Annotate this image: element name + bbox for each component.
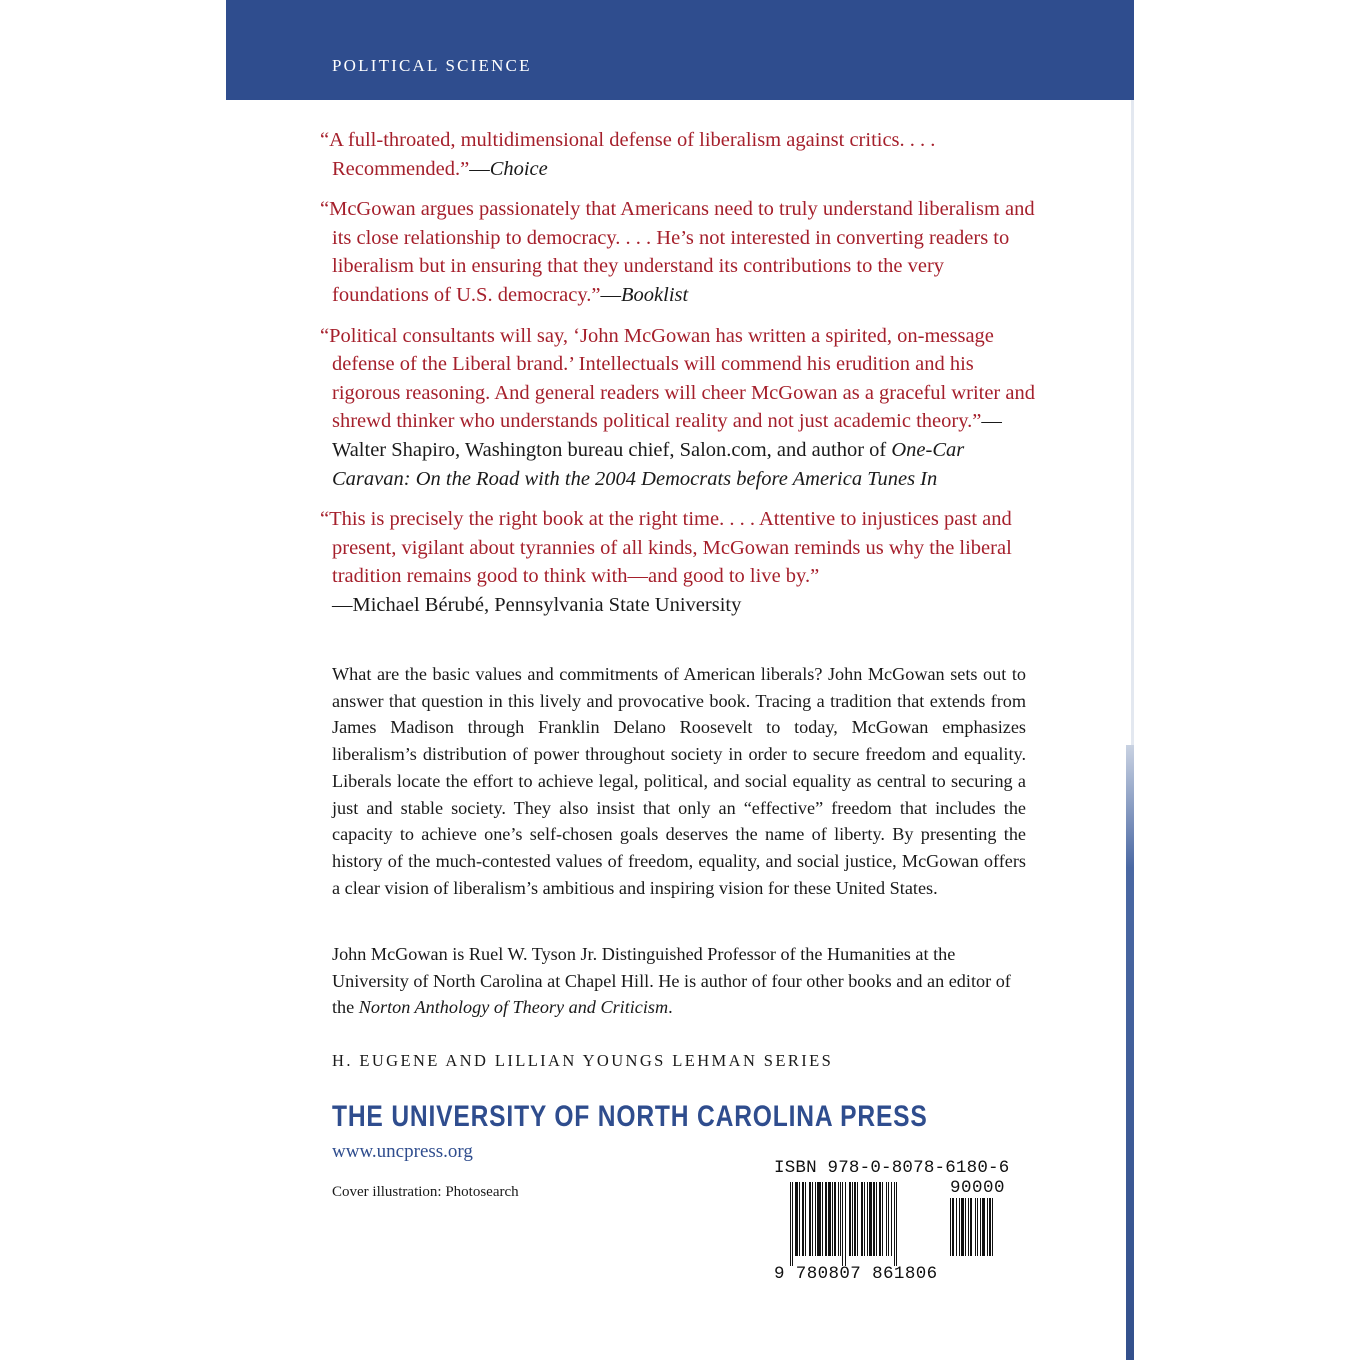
barcode-bar [809, 1182, 811, 1256]
barcode-bar [832, 1182, 833, 1256]
barcode-bar [952, 1198, 954, 1256]
publisher-name: THE UNIVERSITY OF NORTH CAROLINA PRESS [332, 1100, 928, 1133]
barcode-bar [852, 1182, 853, 1256]
barcode-bar [970, 1198, 972, 1256]
blurb-credit: —Michael Bérubé, Pennsylvania State University [332, 593, 742, 616]
barcode-bar [982, 1198, 985, 1256]
barcode-bar [989, 1198, 991, 1256]
series-name: H. EUGENE AND LILLIAN YOUNGS LEHMAN SERIES [332, 1051, 834, 1070]
barcode-bar [869, 1182, 872, 1256]
barcode-bar [956, 1198, 957, 1256]
book-description: What are the basic values and commitments of American liberals? John McGowan sets out to answer that question in this lively and provocative book. Tracing a tradition that extends from James Madison through Franklin Delano Roosevelt to today, McGowan emphasizes liberalism’s distribution of power throughout society in order to secure freedom and equality. Liberals locate the effort to achieve legal, political, and social equality as central to securing a just and stable society. They also insist that only an “effective” freedom that includes the capacity to achieve one’s self-chosen goals deserves the name of liberty. By presenting the history of the much-contested values of freedom, equality, and social justice, McGowan offers a clear vision of liberalism’s ambitious and inspiring vision for these United States. [332, 664, 1026, 898]
blurb-quote: “This is precisely the right book at the right time. . . . Attentive to injustices past and present, vigilant about tyrannies of all kinds, McGowan reminds us why the liberal tradition remains good to think with—and good to live by.” [320, 508, 1012, 588]
barcode-bar [834, 1182, 836, 1256]
back-cover [226, 0, 1134, 1360]
blurb-credit: —Walter Shapiro, Washington bureau chief, Salon.com, and author of One-Car Caravan: On the Road with the 2004 Democrats before America Tunes In [332, 410, 1002, 490]
barcode-bar [792, 1182, 793, 1266]
barcode-bar [817, 1182, 821, 1256]
barcode-bar [840, 1182, 841, 1256]
spine-edge [1131, 100, 1134, 745]
barcode-bar [961, 1198, 964, 1256]
barcode-bar [987, 1198, 988, 1256]
addon-barcode-bars [950, 1198, 1026, 1266]
barcode-bar [950, 1198, 951, 1256]
barcode-bar [876, 1182, 877, 1256]
barcode-bar [867, 1182, 868, 1256]
publisher-website: www.uncpress.org [332, 1141, 473, 1162]
header-band [226, 0, 1134, 100]
barcode-bar [959, 1198, 960, 1256]
barcode-bar [845, 1182, 846, 1266]
barcode-bar [888, 1182, 889, 1256]
price-code: 90000 [950, 1178, 1006, 1198]
barcode-bar [882, 1182, 883, 1256]
cover-credit: Cover illustration: Photosearch [332, 1184, 519, 1200]
barcode-bar [815, 1182, 816, 1256]
isbn-label: ISBN 978-0-8078-6180-6 [774, 1158, 1010, 1178]
blurb-quote: “Political consultants will say, ‘John McGowan has written a spirited, on-message defense of the Liberal brand.’ Intellectuals will commend his erudition and his rigorous reasoning. And general readers will cheer McGowan as a graceful writer and shrewd thinker who understands political reality and not just academic theory.” [320, 324, 1035, 433]
barcode-bar [975, 1198, 976, 1256]
blurb-quote: “A full-throated, multidimensional defense of liberalism against critics. . . . Recommended.” [320, 129, 936, 180]
bio-book-title: Norton Anthology of Theory and Criticism [358, 997, 669, 1018]
spine-edge-shadow [1126, 745, 1134, 1360]
barcode-bar [828, 1182, 831, 1256]
barcode-bar [825, 1182, 827, 1256]
barcode-bar [849, 1182, 851, 1256]
barcode-bar [802, 1182, 804, 1256]
ean-barcode-bars [790, 1182, 940, 1266]
barcode-bar [822, 1182, 823, 1256]
blurb-credit: —Booklist [600, 283, 689, 306]
barcode-bar [857, 1182, 858, 1256]
blurb-source: Choice [489, 157, 548, 180]
barcode-bar [861, 1182, 863, 1256]
author-bio: John McGowan is Ruel W. Tyson Jr. Distinguished Professor of the Humanities at the University of North Carolina at Chapel Hill. He is author of four other books and an editor of the Norton Anthology of Theory and Criticism. [332, 944, 1011, 1018]
barcode-bar [977, 1198, 978, 1256]
barcode-bar [886, 1182, 887, 1256]
barcode-bar [812, 1182, 813, 1256]
barcode-bar [864, 1182, 865, 1256]
barcode-bar [879, 1182, 881, 1256]
blurb-booklist [320, 195, 1040, 309]
barcode-bar [968, 1198, 969, 1256]
barcode-bar [896, 1182, 897, 1266]
barcode-bar [795, 1182, 798, 1256]
barcode-bar [799, 1182, 800, 1256]
blurb-choice [320, 126, 1040, 183]
barcode-bar [838, 1182, 839, 1256]
barcode-bar [842, 1182, 843, 1266]
blurbs [320, 126, 1040, 632]
blurb-shapiro [320, 322, 1040, 494]
ean-digits: 9 780807 861806 [774, 1264, 938, 1284]
barcode-bar [891, 1182, 892, 1256]
category-label: POLITICAL SCIENCE [332, 56, 532, 75]
blurb-source: Booklist [621, 283, 689, 306]
barcode-bar [992, 1198, 993, 1256]
isbn-barcode [774, 1158, 1032, 1288]
blurb-berube [320, 505, 1040, 619]
blurb-book-title: One-Car Caravan: On the Road with the 2004 Democrats before America Tunes In [332, 438, 965, 490]
barcode-bar [965, 1198, 966, 1256]
blurb-quote: “McGowan argues passionately that Americans need to truly understand liberalism and its close relationship to democracy. . . . He’s not interested in converting readers to liberalism but in ensuring that they understand its contributions to the very foundations of U.S. democracy.” [320, 198, 1035, 306]
barcode-bar [980, 1198, 981, 1256]
blurb-credit: —Choice [469, 157, 548, 180]
barcode-bar [854, 1182, 856, 1256]
barcode-bar [790, 1182, 791, 1266]
barcode-bar [805, 1182, 806, 1256]
barcode-bar [894, 1182, 895, 1266]
barcode-bar [873, 1182, 875, 1256]
